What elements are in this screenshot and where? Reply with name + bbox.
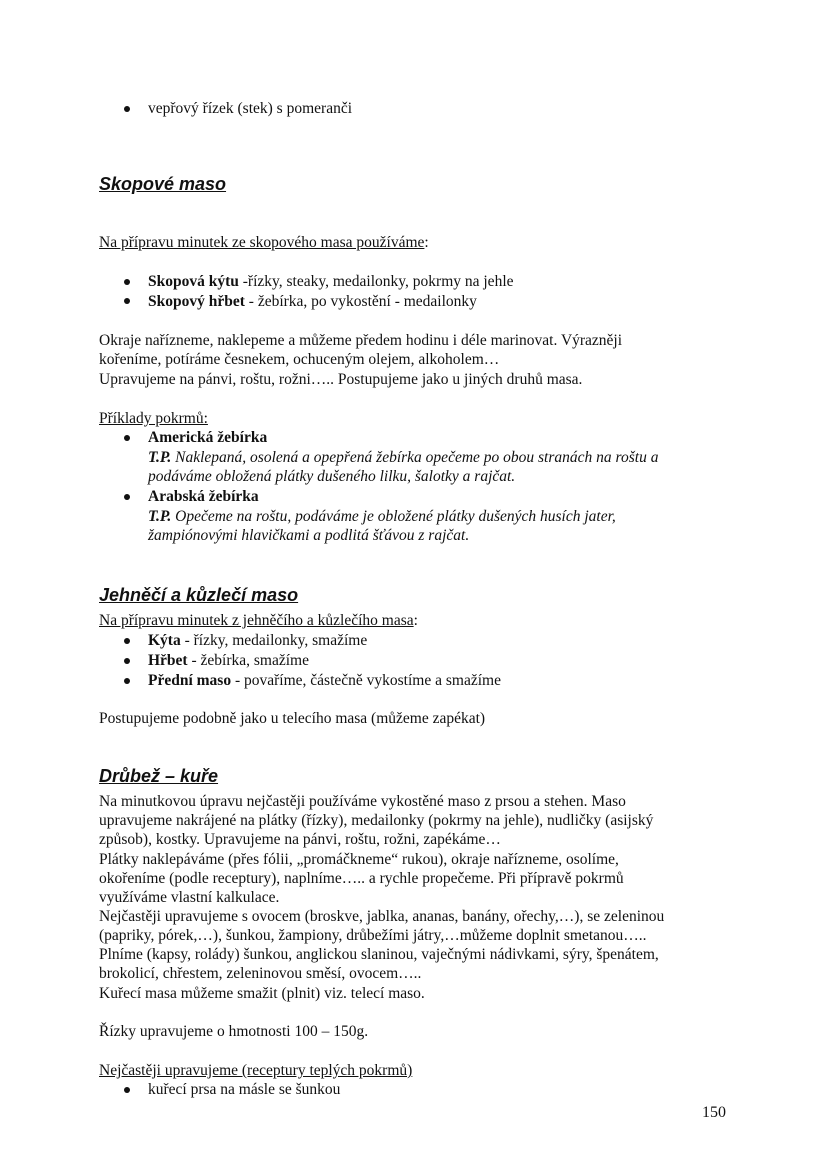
example-desc: [148, 507, 616, 527]
paragraph-line: Plátky naklepáváme (přes fólii, „promáčkneme“ rukou), okraje nařízneme, osolíme,: [99, 851, 619, 868]
list-item: kuřecí prsa na másle se šunkou: [148, 1081, 341, 1098]
section-heading-jehneci: Jehněčí a kůzlečí maso: [99, 585, 299, 605]
paragraph-line: Kuřecí masa můžeme smažit (plnit) viz. telecí maso.: [99, 985, 425, 1002]
page-number: 150: [702, 1104, 726, 1121]
example-title: Arabská žebírka: [148, 488, 259, 505]
paragraph-line: brokolicí, chřestem, zeleninovou směsí, ovocem…..: [99, 965, 422, 982]
bullet-dot: [124, 658, 130, 664]
list-item: [148, 671, 501, 691]
examples-label: Příklady pokrmů:: [99, 410, 208, 427]
paragraph-line: Upravujeme na pánvi, roštu, rožni….. Postupujeme jako u jiných druhů masa.: [99, 371, 583, 388]
bullet-dot: [124, 298, 130, 304]
list-item: vepřový řízek (stek) s pomeranči: [148, 100, 353, 117]
example-desc: žampiónovými hlavičkami a podlitá šťávou z rajčat.: [148, 527, 470, 544]
bullet-dot: [124, 494, 130, 500]
desc-text: Naklepaná, osolená a opepřená žebírka opečeme po obou stranách na roštu a: [171, 449, 659, 466]
item-rest: - žebírka, smažíme: [187, 652, 309, 669]
list-item: [148, 292, 477, 312]
bullet-dot: [124, 678, 130, 684]
paragraph-line: upravujeme nakrájené na plátky (řízky), medailonky (pokrmy na jehle), nudličky (asijský: [99, 812, 654, 829]
section-heading-drubez: Drůbež – kuře: [99, 766, 219, 786]
intro-text: Na přípravu minutek z jehněčího a kůzlečího masa: [99, 612, 414, 629]
paragraph-line: kořeníme, potíráme česnekem, ochuceným olejem, alkoholem…: [99, 351, 500, 368]
intro-skopove: [99, 233, 429, 253]
paragraph-line: způsob), kostky. Upravujeme na pánvi, roštu, rožni, zapékáme…: [99, 831, 501, 848]
section-heading-skopove: Skopové maso: [99, 174, 227, 194]
item-bold: Přední maso: [148, 672, 232, 689]
paragraph-line: využíváme vlastní kalkulace.: [99, 889, 280, 906]
paragraph-line: (papriky, pórek,…), šunkou, žampiony, drůbežími játry,…můžeme doplnit smetanou…..: [99, 927, 647, 944]
item-rest: - žebírka, po vykostění - medailonky: [244, 293, 477, 310]
paragraph-line: Okraje nařízneme, naklepeme a můžeme předem hodinu i déle marinovat. Výrazněji: [99, 332, 623, 349]
item-rest: - povaříme, částečně vykostíme a smažíme: [231, 672, 501, 689]
bullet-dot: [124, 638, 130, 644]
example-desc: podáváme obložená plátky dušeného lilku, šalotky a rajčat.: [148, 468, 516, 485]
bullet-dot: [124, 106, 130, 112]
desc-text: Opečeme na roštu, podáváme je obložené plátky dušených husích jater,: [171, 508, 616, 525]
recipes-label: Nejčastěji upravujeme (receptury teplých pokrmů): [99, 1062, 413, 1079]
bullet-dot: [124, 279, 130, 285]
item-bold: Kýta: [148, 632, 181, 649]
tp-label: T.P.: [148, 449, 172, 466]
paragraph-line: Postupujeme podobně jako u telecího masa (můžeme zapékat): [99, 710, 486, 727]
item-bold: Skopová kýtu: [148, 273, 239, 290]
item-bold: Skopový hřbet: [148, 293, 245, 310]
bullet-dot: [124, 1087, 130, 1093]
bullet-dot: [124, 435, 130, 441]
list-item: [148, 651, 309, 671]
paragraph-line: Plníme (kapsy, rolády) šunkou, anglickou slaninou, vaječnými nádivkami, sýry, špenátem,: [99, 946, 659, 963]
intro-colon: :: [413, 612, 418, 629]
example-title: Americká žebírka: [148, 429, 268, 446]
paragraph-line: okořeníme (podle receptury), naplníme….. a rychle propečeme. Při přípravě pokrmů: [99, 870, 624, 887]
paragraph-line: Nejčastěji upravujeme s ovocem (broskve, jablka, ananas, banány, ořechy,…), se zeleninou: [99, 908, 665, 925]
intro-colon: :: [424, 234, 429, 251]
tp-label: T.P.: [148, 508, 172, 525]
intro-text: Na přípravu minutek ze skopového masa používáme: [99, 234, 425, 251]
intro-jehneci: [99, 611, 418, 631]
list-item: [148, 631, 367, 651]
weight-note: Řízky upravujeme o hmotnosti 100 – 150g.: [99, 1023, 369, 1040]
example-desc: [148, 448, 658, 468]
item-rest: - řízky, medailonky, smažíme: [180, 632, 368, 649]
list-item: [148, 272, 514, 292]
item-rest: -řízky, steaky, medailonky, pokrmy na jehle: [238, 273, 514, 290]
paragraph-line: Na minutkovou úpravu nejčastěji používáme vykostěné maso z prsou a stehen. Maso: [99, 793, 626, 810]
item-bold: Hřbet: [148, 652, 188, 669]
